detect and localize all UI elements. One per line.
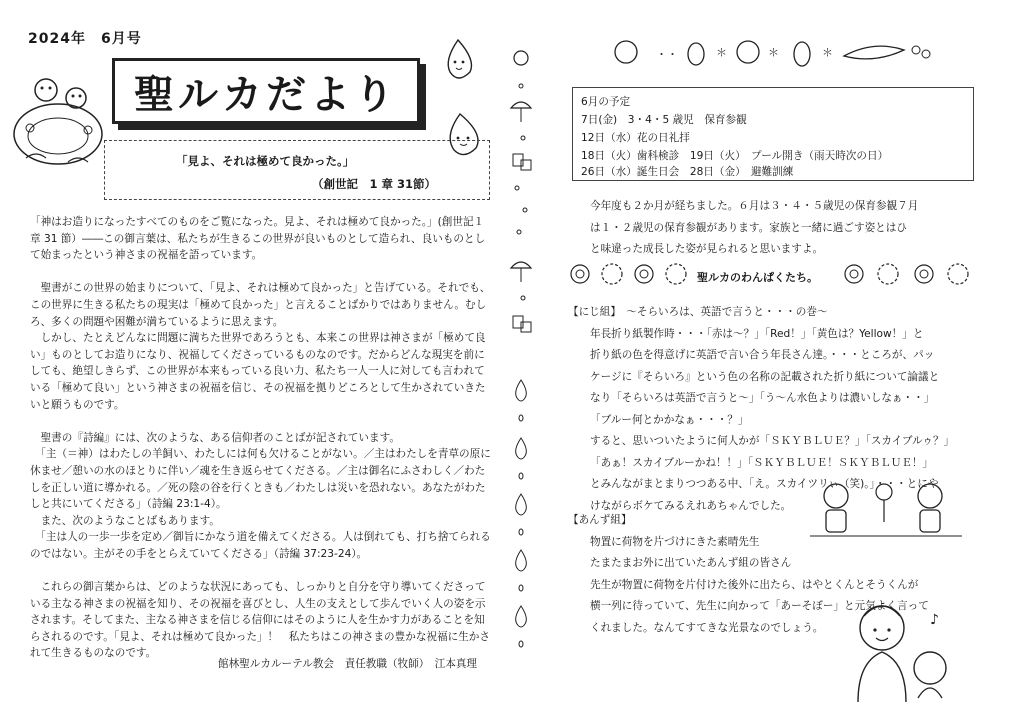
section-title: 聖ルカのわんぱくたち。 — [697, 271, 818, 284]
snail-flower-deco-right — [840, 260, 970, 288]
intro-text — [590, 196, 1016, 261]
svg-text:・・: ・・ — [656, 48, 678, 61]
intro-line: と味違った成長した姿が見られると思いますよ。 — [590, 243, 824, 255]
article-paragraph: 聖書の『詩編』には、次のような、ある信仰者のことばが記されています。 — [30, 431, 400, 444]
teacher-child-illustration — [830, 594, 970, 704]
snail-flower-deco-left — [568, 260, 694, 288]
pond-children-illustration — [6, 70, 106, 180]
anzu-line: 横一列に待っていて、先生に向かって「あーそぼー」と元気よく言って — [590, 600, 929, 612]
niji-line: 年長折り紙製作時・・・「赤は～？」「Red！」「黄色は？Yellow！」と — [590, 327, 924, 340]
rain-divider-illustration — [507, 42, 535, 672]
signature: 館林聖ルカルーテル教会 責任教職（牧師） 江本真理 — [218, 658, 478, 670]
svg-text:＊: ＊ — [716, 46, 727, 59]
svg-text:＊: ＊ — [822, 46, 833, 59]
intro-line: は１・２歳児の保育参観があります。家族と一緒に過ごす姿とはひ — [590, 221, 907, 234]
intro-line: 今年度も２か月が経ちました。６月は３・４・５歳児の保育参観７月 — [590, 200, 919, 212]
article-paragraph: これらの御言葉からは、どのような状況にあっても、しっかりと自分を守り導いてくださっている主なる神さまの祝福を知り、その祝福を喜びとし、人生の支えとして歩んでいく人の姿を示されます。そしてまた、主なる神さまを信じる信仰にはそのように人を生かす力があることを知らされるのです。「見よ、それは極めて良かった」！ 私たちはこの神さまの豊かな祝福に生かされて生きるものなのです。 — [30, 581, 490, 660]
verse-text: 「見よ、それは極めて良かった。」 — [176, 154, 355, 168]
anzu-line: 先生が物置に荷物を片付けた後外に出たら、はやとくんとそうくんが — [590, 578, 919, 591]
article-paragraph: また、次のようなことばもあります。 — [30, 514, 220, 527]
article-paragraph: 「主（＝神）はわたしの羊飼い、わたしには何も欠けることがない。／主はわたしを青草の原に休ませ／憩いの水のほとりに伴い／魂を生き返らせてくださる。／主は御名にふさわしく／わたしを正しい道に導かれる。／死の陰の谷を行くときも／わたしは災いを恐れない。あなたがわたしと共にいてくださる」（詩編 23:1-4）。 — [30, 448, 491, 511]
niji-line: ケージに『そらいろ』という色の名称の記載された折り紙について論議と — [590, 370, 940, 383]
niji-line: 「ブルー何とかかなぁ・・・？」 — [590, 413, 749, 426]
schedule-row: 7日(金) 3・4・5 歳児 保育参観 — [581, 114, 747, 126]
schedule-row: 12日（水）花の日礼拝 — [581, 132, 690, 144]
article-paragraph: 聖書がこの世界の始まりについて、「見よ、それは極めて良かった」と告げている。それでも、この世界に生きる私たちの現実は「極めて良かった」と言えることばかりではありません。むしろ、多くの問題や困難が満ちているように思えます。 — [30, 282, 491, 328]
article-paragraph: 「神はお造りになったすべてのものをご覧になった。見よ、それは極めて良かった。」(創世記１章 31 節）――この御言葉は、私たちが生きるこの世界が良いものとして造られ、良いものとして始まったという神さまの祝福を語っています。 — [30, 216, 486, 262]
schedule-row: 26日（水）誕生日会 28日（金） 避難訓練 — [581, 166, 794, 178]
niji-line: すると、思いついたように何人かが「ＳＫＹＢＬＵＥ？」「スカイブルゥ？」 — [590, 435, 955, 447]
anzu-line: 物置に荷物を片づけにきた素晴先生 — [590, 535, 760, 548]
schedule-row: 18日（火）歯科検診 19日（火） プール開き（雨天時次の日） — [581, 150, 889, 162]
niji-line: 「あぁ！スカイブルーかね！！」「ＳＫＹＢＬＵＥ！ＳＫＹＢＬＵＥ！」 — [590, 456, 934, 469]
svg-text:＊: ＊ — [768, 46, 779, 59]
left-article — [30, 214, 492, 662]
verse-reference: （創世記 1 章 31節） — [312, 177, 437, 191]
anzu-line: 【あんず組】 — [568, 514, 632, 526]
svg-text:♪: ♪ — [930, 612, 939, 628]
niji-line: 【にじ組】 ～そらいろは、英語で言うと・・・の巻～ — [568, 306, 828, 318]
niji-line: 折り紙の色を得意げに英語で言い合う年長さん達。・・・ところが、パッ — [590, 349, 935, 361]
article-paragraph: しかし、たとえどんなに問題に満ちた世界であろうとも、本来この世界は神さまが「極めて良い」ものとしてお造りになり、祝福してくださっているものなのです。だからどんな現実を前にしても、絶望しきらず、この世界が本来もっている良い力、私たち一人一人に対しても言われている「極めて良い」という神さまの祝福を信じ、その祝福を拠りどころとして生かされていきたいと願うものです。 — [30, 332, 486, 411]
newsletter-title: 聖ルカだより — [112, 58, 420, 124]
schedule-box — [572, 87, 974, 181]
niji-line: なり「そらいろは英語で言うと～」「う～ん水色よりは濃いしなぁ・・」 — [590, 392, 935, 404]
article-paragraph: 「主は人の一歩一歩を定め／御旨にかなう道を備えてくださる。人は倒れても、打ち捨てられるのではない。主がその手をとらえていてくださる」（詩編 37:23-24）。 — [30, 531, 491, 560]
niji-line: けながらボケてみるえれあちゃんでした。 — [590, 499, 792, 512]
anzu-line: たまたまお外に出ていたあんず組の皆さん — [590, 557, 792, 569]
anzu-line: くれました。なんてすてきな光景なのでしょう。 — [590, 621, 824, 634]
vegetables-row-illustration — [608, 32, 938, 72]
issue-label: 2024年 6月号 — [28, 31, 142, 47]
niji-line: とみんながまとまりつつある中、「え。スカイツリぃ（笑)。」・・・とにや — [590, 478, 939, 490]
schedule-heading: 6月の予定 — [581, 96, 631, 108]
